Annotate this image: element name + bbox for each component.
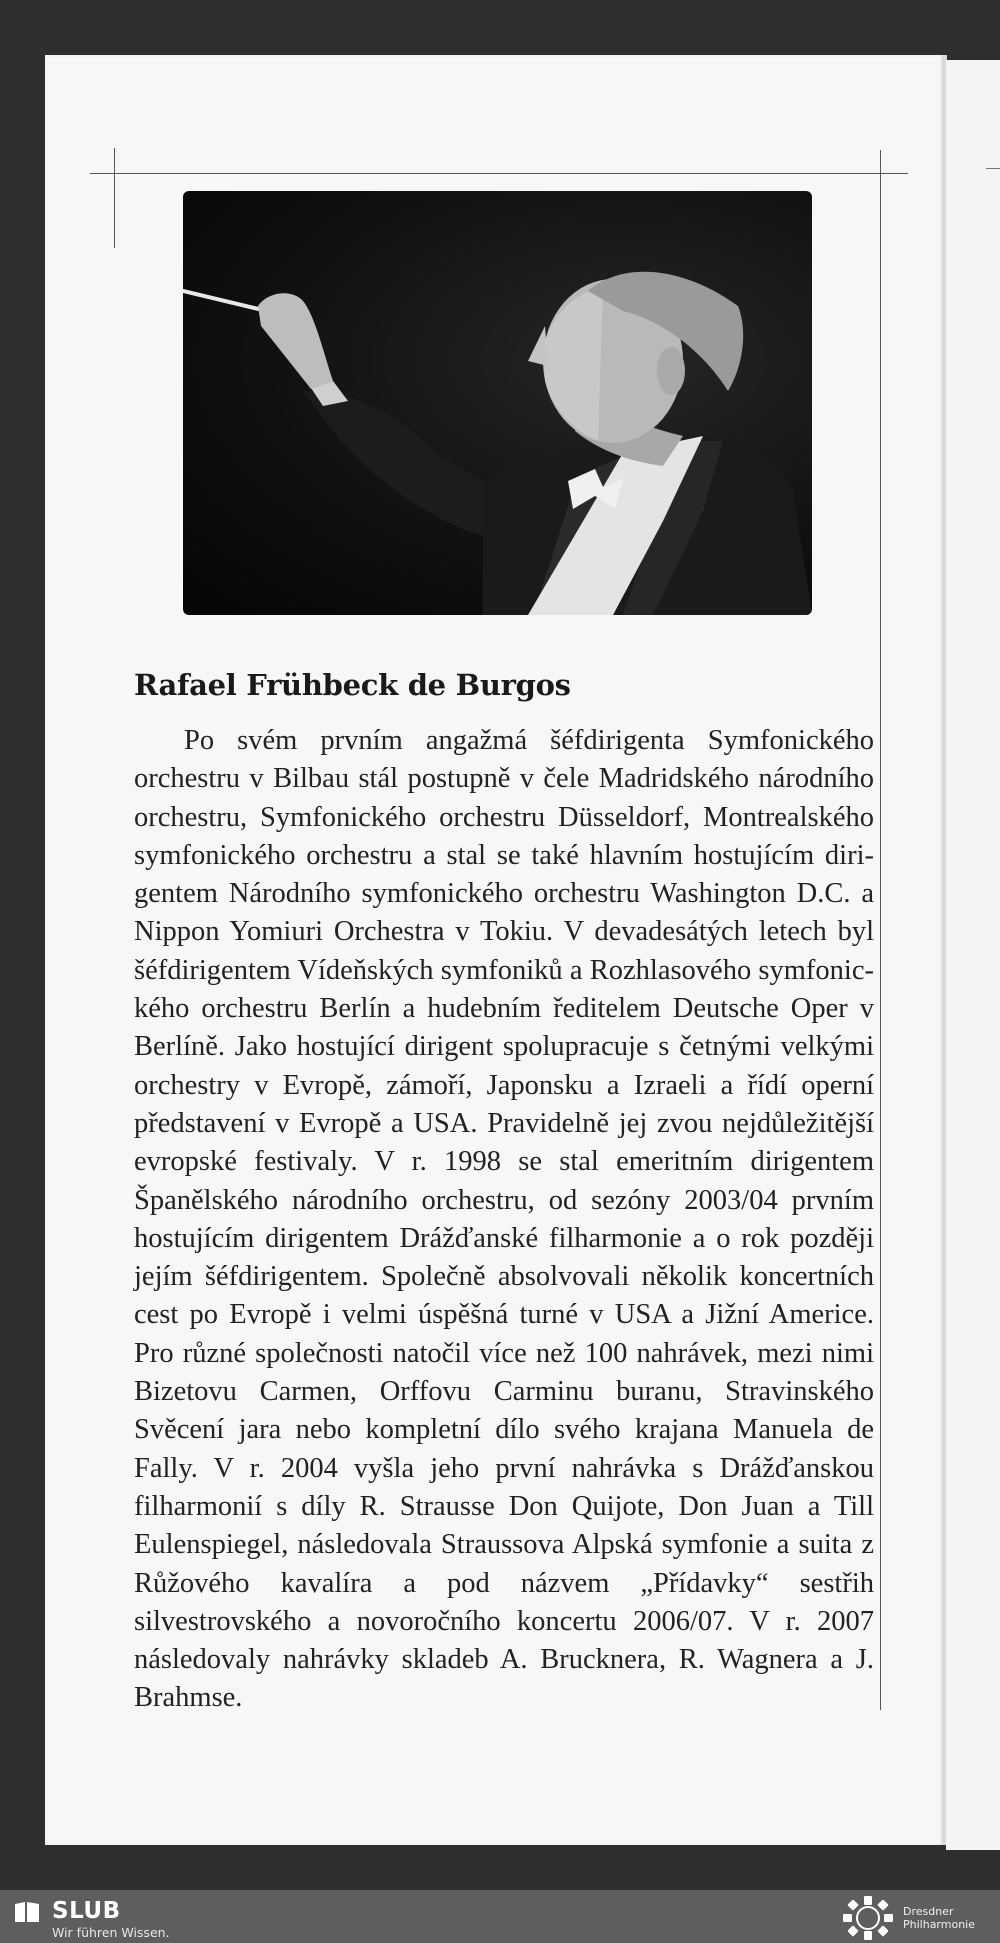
library-tagline: Wir führen Wissen. — [52, 1925, 170, 1940]
right-rule — [880, 150, 881, 1710]
orchestra-name-line1: Dresdner — [903, 1905, 954, 1918]
dresdner-philharmonie-logo — [842, 1895, 894, 1941]
conductor-illustration — [183, 191, 812, 615]
orchestra-name — [903, 1905, 998, 1931]
library-name: SLUB — [52, 1898, 121, 1924]
conductor-name-heading: Rafael Frühbeck de Burgos — [134, 668, 571, 702]
conductor-photo — [183, 191, 812, 615]
book-icon — [14, 1901, 40, 1923]
orchestra-name-line2: Philharmonie — [903, 1918, 975, 1931]
next-page-edge — [946, 60, 1000, 1850]
left-corner-rule — [114, 148, 115, 248]
next-page-rule — [986, 168, 1000, 169]
biography-text: Po svém prvním angažmá šéfdirigenta Symfonického orchestru v Bilbau stál postupně v čele Madridského národního orchestru, Symfonického orchestru Düsseldorf, Montrealského symfonického orchestru a stal se také hlavním hostujícím dirigentem Národního symfonického orchestru Washington D.C. a Nippon Yomiuri Orchestra v Tokiu. V devadesátých letech byl šéfdirigentem Vídeňských symfoniků a Rozhlasového symfonického orchestru Berlín a hudebním ředitelem Deutsche Oper v Berlíně. Jako hostující dirigent spolupracuje s četnými velkými orchestry v Evropě, zámoří, Japonsku a Izraeli a řídí operní představení v Evropě a USA. Pravidelně jej zvou nejdůležitější evropské festivaly. V r. 1998 se stal emeritním dirigentem Španělského národního orchestru, od sezóny 2003/04 prvním hostujícím dirigentem Drážďanské filharmonie a o rok později jejím šéfdirigentem. Společně absolvovali několik koncertních cest po Evropě i velmi úspěšná turné v USA a Jižní Americe. Pro různé společnosti natočil více než 100 nahrávek, mezi nimi Bizetovu Carmen, Orffovu Carminu buranu, Stravinského Svěcení jara nebo kompletní dílo svého krajana Manuela de Fally. V r. 2004 vyšla jeho první nahrávka s Drážďanskou filharmonií s díly R. Strausse Don Quijote, Don Juan a Till Eulenspiegel, následovala Straussova Alpská symfonie a suita z Růžového kavalíra a pod názvem „Přídavky“ sestřih silvestrovského a novoročního koncertu 2006/07. V r. 2007 následovaly nahrávky skladeb A. Brucknera, R. Wagnera a J. Brahmse. — [134, 725, 874, 1714]
top-rule — [90, 173, 908, 174]
